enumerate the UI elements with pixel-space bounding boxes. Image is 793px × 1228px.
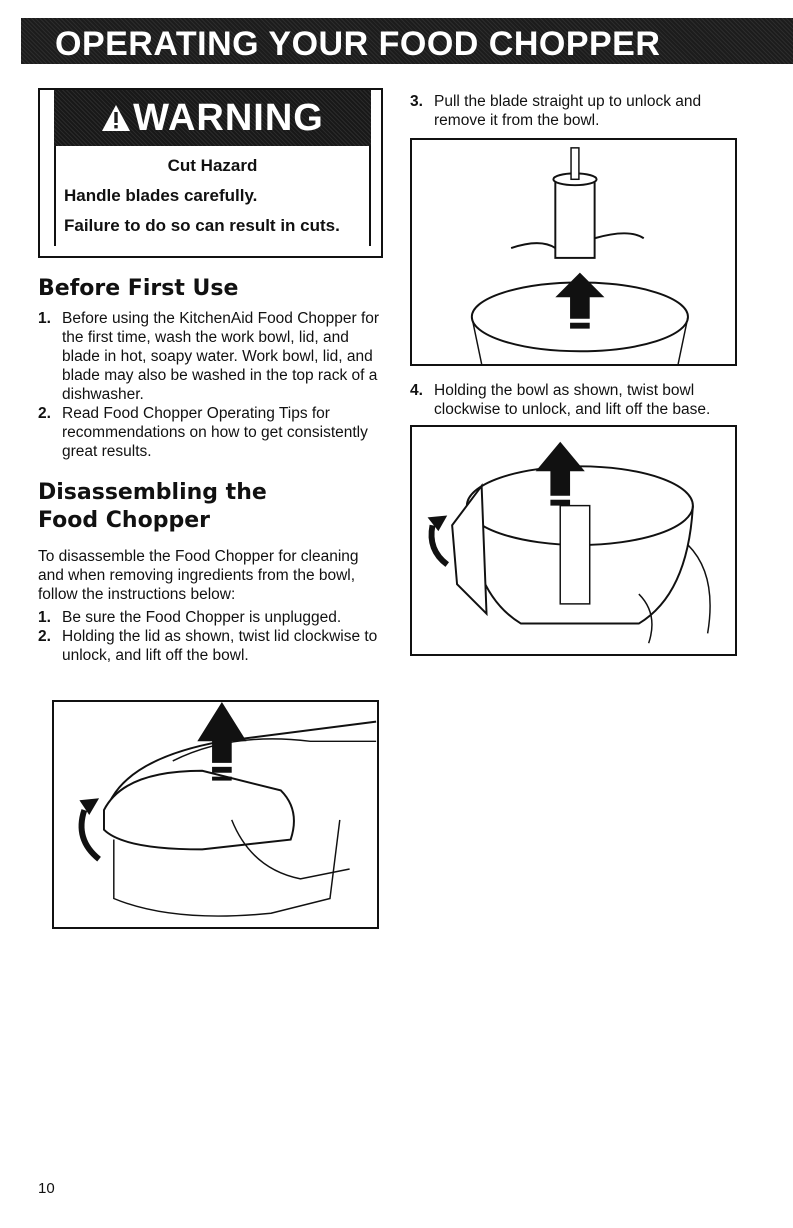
list-text: Before using the KitchenAid Food Chopper for the first time, wash the work bowl, lid, and blade in hot, soapy water. Work bowl, lid, and blade may also be washed in the top rack of a dishwasher.: [62, 310, 380, 403]
list-number: 1.: [38, 609, 51, 626]
list-item: [38, 608, 383, 627]
lid-removal-illustration: [52, 700, 379, 929]
list-text: Pull the blade straight up to unlock and remove it from the bowl.: [434, 93, 702, 129]
list-item: [38, 309, 383, 404]
list-number: 4.: [410, 382, 423, 399]
list-item: [38, 627, 383, 665]
list-item: [38, 404, 383, 461]
warning-consequence: Failure to do so can result in cuts.: [64, 216, 340, 235]
list-text: Holding the bowl as shown, twist bowl clockwise to unlock, and lift off the base.: [434, 382, 711, 418]
instruction-list: [38, 309, 383, 461]
page-number: 10: [38, 1180, 55, 1197]
list-number: 2.: [38, 405, 51, 422]
list-number: 3.: [410, 93, 423, 110]
instruction-list: [410, 381, 750, 419]
step-4: [410, 381, 750, 419]
warning-instruction: Handle blades carefully.: [64, 186, 258, 205]
list-number: 1.: [38, 310, 51, 327]
section-heading-line2: Food Chopper: [38, 508, 210, 533]
instruction-list: [38, 608, 383, 665]
bowl-removal-drawing: [412, 427, 735, 654]
list-number: 2.: [38, 628, 51, 645]
warning-box: [38, 88, 383, 258]
list-text: Read Food Chopper Operating Tips for recommendations on how to get consistently great results.: [62, 405, 368, 460]
before-first-use-section: [38, 275, 383, 461]
list-item: [410, 92, 750, 130]
instruction-list: [410, 92, 750, 130]
page-title: OPERATING YOUR FOOD CHOPPER: [55, 25, 661, 63]
blade-removal-illustration: [410, 138, 737, 366]
section-heading: Before First Use: [38, 276, 239, 301]
step-3: [410, 92, 750, 130]
warning-hazard: Cut Hazard: [167, 156, 258, 175]
disassembling-section: [38, 479, 383, 665]
bowl-removal-illustration: [410, 425, 737, 656]
section-intro: To disassemble the Food Chopper for cleaning and when removing ingredients from the bowl, follow the instructions below:: [38, 548, 359, 603]
warning-header: [54, 90, 371, 146]
warning-body: [54, 146, 371, 246]
section-heading-line1: Disassembling the: [38, 480, 267, 505]
warning-title: WARNING: [133, 96, 324, 139]
warning-triangle-icon: [101, 103, 131, 133]
lid-removal-drawing: [54, 702, 377, 927]
list-text: Be sure the Food Chopper is unplugged.: [62, 609, 342, 626]
list-item: [410, 381, 750, 419]
page-title-banner: [21, 18, 793, 64]
blade-removal-drawing: [412, 140, 735, 364]
list-text: Holding the lid as shown, twist lid clockwise to unlock, and lift off the bowl.: [62, 628, 378, 664]
